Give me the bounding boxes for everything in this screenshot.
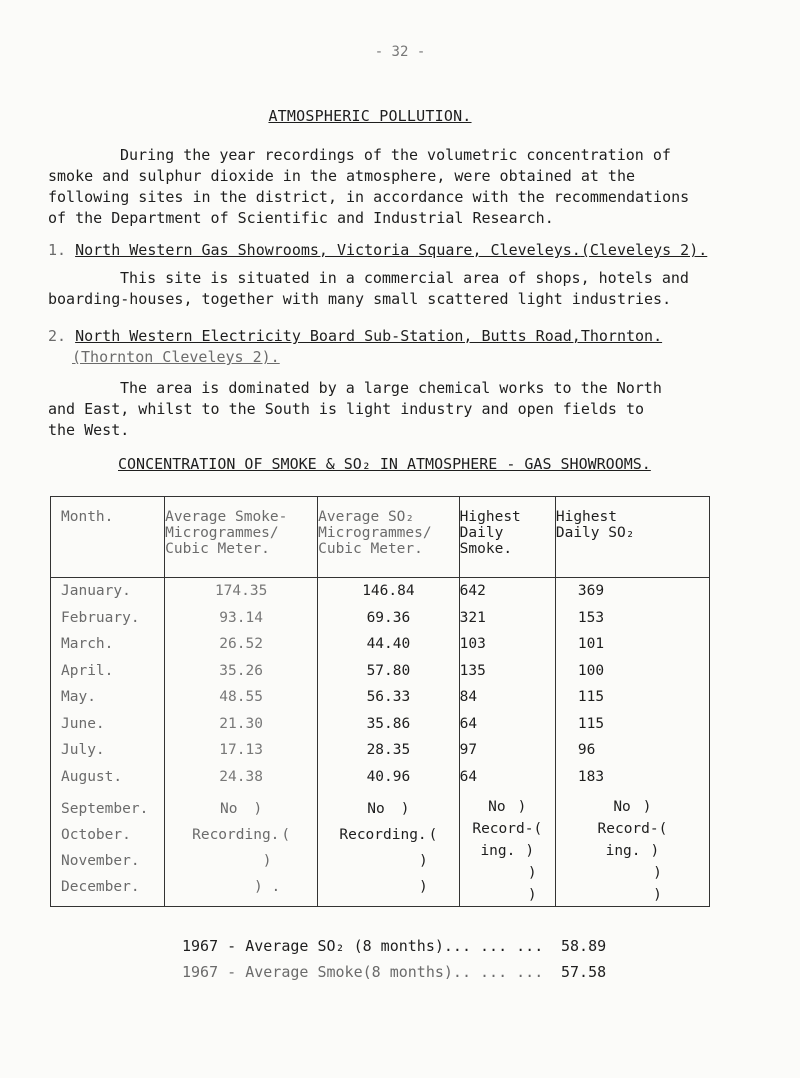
table-row (51, 605, 710, 632)
cell-highest-smoke-no-record: No ) Record-( ing. ) ) ) (459, 790, 555, 907)
cell-highest-smoke: 64 (459, 711, 555, 738)
table-row-no-recording (51, 790, 710, 907)
cell-highest-smoke: 321 (459, 605, 555, 632)
cell-highest-so2: 115 (555, 684, 709, 711)
concentration-table (50, 496, 710, 907)
cell-highest-so2-no-record: No ) Record-( ing. ) ) ) (555, 790, 709, 907)
cell-highest-so2: 183 (555, 764, 709, 791)
site2-desc-line: the West. (48, 421, 130, 439)
cell-highest-so2: 153 (555, 605, 709, 632)
intro-line: of the Department of Scientific and Industrial Research. (48, 209, 554, 227)
site1-number: 1. (48, 241, 67, 259)
cell-avg-smoke: 174.35 (165, 578, 318, 605)
footer-smoke-value: 57.58 (561, 963, 607, 981)
site2-heading (48, 326, 662, 368)
cell-avg-so2-no-record: No ) Recording. ( ) ) (318, 790, 460, 907)
cell-avg-smoke: 48.55 (165, 684, 318, 711)
table-title: CONCENTRATION OF SMOKE & SO₂ IN ATMOSPHERE - GAS SHOWROOMS. (118, 455, 651, 473)
site2-number: 2. (48, 327, 67, 345)
page-title: ATMOSPHERIC POLLUTION. (268, 107, 472, 125)
cell-highest-smoke: 135 (459, 658, 555, 685)
cell-highest-so2: 96 (555, 737, 709, 764)
header-highest-smoke: Highest Daily Smoke. (459, 497, 555, 578)
table-row (51, 737, 710, 764)
site1-heading (48, 240, 707, 261)
cell-months-no-record: September. October. November. December. (51, 790, 165, 907)
site1-description (48, 268, 689, 310)
site2-description (48, 378, 662, 441)
cell-avg-smoke: 17.13 (165, 737, 318, 764)
cell-avg-smoke: 35.26 (165, 658, 318, 685)
cell-month: February. (51, 605, 165, 632)
cell-highest-so2: 115 (555, 711, 709, 738)
cell-avg-so2: 69.36 (318, 605, 460, 632)
site2-desc-line: The area is dominated by a large chemical works to the North (120, 379, 662, 397)
table-row (51, 711, 710, 738)
site1-name: North Western Gas Showrooms, Victoria Square, Cleveleys. (75, 241, 581, 259)
cell-month: August. (51, 764, 165, 791)
cell-avg-smoke: 26.52 (165, 631, 318, 658)
cell-avg-smoke-no-record: No ) Recording. ( ) ) . (165, 790, 318, 907)
cell-month: May. (51, 684, 165, 711)
header-highest-so2: Highest Daily SO₂ (555, 497, 709, 578)
cell-highest-so2: 101 (555, 631, 709, 658)
site2-desc-line: and East, whilst to the South is light industry and open fields to (48, 400, 645, 418)
site2-name: North Western Electricity Board Sub-Station, Butts Road,Thornton. (75, 327, 663, 345)
intro-paragraph (48, 145, 689, 229)
table-row (51, 631, 710, 658)
header-avg-smoke: Average Smoke- Microgrammes/ Cubic Meter. (165, 497, 318, 578)
cell-highest-smoke: 84 (459, 684, 555, 711)
cell-avg-smoke: 93.14 (165, 605, 318, 632)
cell-month: July. (51, 737, 165, 764)
site2-code: (Thornton Cleveleys 2). (72, 348, 280, 366)
cell-highest-so2: 100 (555, 658, 709, 685)
table-row (51, 578, 710, 605)
cell-month: January. (51, 578, 165, 605)
cell-highest-smoke: 103 (459, 631, 555, 658)
cell-avg-so2: 146.84 (318, 578, 460, 605)
cell-highest-smoke: 97 (459, 737, 555, 764)
cell-month: April. (51, 658, 165, 685)
intro-line: smoke and sulphur dioxide in the atmosphere, were obtained at the (48, 167, 635, 185)
table-row (51, 684, 710, 711)
site1-code: (Cleveleys 2). (580, 241, 708, 259)
table-row (51, 764, 710, 791)
cell-highest-smoke: 642 (459, 578, 555, 605)
cell-avg-so2: 40.96 (318, 764, 460, 791)
cell-month: March. (51, 631, 165, 658)
cell-highest-so2: 369 (555, 578, 709, 605)
cell-highest-smoke: 64 (459, 764, 555, 791)
cell-avg-smoke: 21.30 (165, 711, 318, 738)
table-row (51, 658, 710, 685)
cell-avg-so2: 56.33 (318, 684, 460, 711)
cell-avg-so2: 57.80 (318, 658, 460, 685)
cell-month: June. (51, 711, 165, 738)
cell-avg-so2: 35.86 (318, 711, 460, 738)
footer-so2-value: 58.89 (561, 937, 607, 955)
footer-so2-label: 1967 - Average SO₂ (8 months)... ... ... (182, 937, 544, 955)
site1-desc-line: This site is situated in a commercial area of shops, hotels and (120, 269, 689, 287)
header-avg-so2: Average SO₂ Microgrammes/ Cubic Meter. (318, 497, 460, 578)
header-month: Month. (51, 497, 165, 578)
cell-avg-so2: 44.40 (318, 631, 460, 658)
intro-line: following sites in the district, in accordance with the recommendations (48, 188, 690, 206)
page-number: - 32 - (374, 44, 426, 60)
footer-smoke-label: 1967 - Average Smoke(8 months).. ... ... (182, 963, 544, 981)
cell-avg-so2: 28.35 (318, 737, 460, 764)
cell-avg-smoke: 24.38 (165, 764, 318, 791)
intro-line: During the year recordings of the volumetric concentration of (120, 146, 671, 164)
table-header-row (51, 497, 710, 578)
site1-desc-line: boarding-houses, together with many small scattered light industries. (48, 290, 672, 308)
